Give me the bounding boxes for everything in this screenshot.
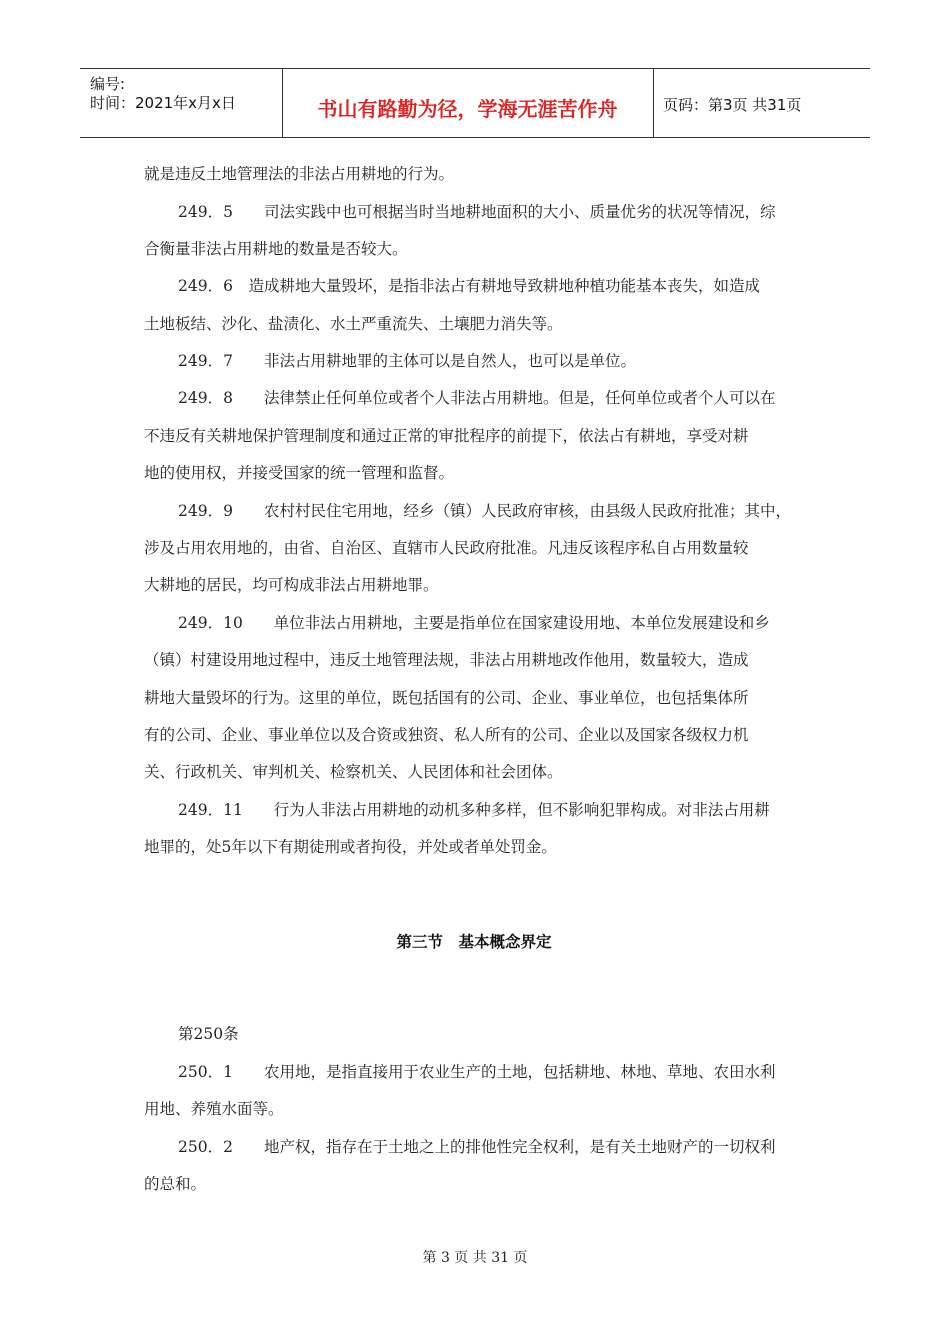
body-line: 249．5 司法实践中也可根据当时当地耕地面积的大小、质量优劣的状况等情况，综 [178, 203, 776, 221]
body-line: 249．6 造成耕地大量毁坏，是指非法占有耕地导致耕地种植功能基本丧失，如造成 [178, 277, 760, 295]
header-motto-cell [282, 69, 654, 137]
body-line: 耕地大量毁坏的行为。这里的单位，既包括国有的公司、企业、事业单位，也包括集体所 [144, 689, 749, 707]
doc-code-label: 编号: [90, 75, 126, 93]
body-line: 就是违反土地管理法的非法占用耕地的行为。 [144, 165, 455, 183]
body-line: 249．8 法律禁止任何单位或者个人非法占用耕地。但是，任何单位或者个人可以在 [178, 389, 776, 407]
page-footer: 第 3 页 共 31 页 [422, 1250, 528, 1266]
doc-time-label: 时间：2021年x月x日 [90, 94, 236, 112]
page-header [80, 68, 870, 138]
body-line: 249．11 行为人非法占用耕地的动机多种多样，但不影响犯罪构成。对非法占用耕 [178, 801, 770, 819]
body-line: 250．2 地产权，指存在于土地之上的排他性完全权利，是有关土地财产的一切权利 [178, 1138, 776, 1156]
header-page-code: 页码：第3页 共31页 [663, 96, 802, 114]
body-line: 249．9 农村村民住宅用地，经乡（镇）人民政府审核，由县级人民政府批准；其中， [178, 502, 791, 520]
body-line: 关、行政机关、审判机关、检察机关、人民团体和社会团体。 [144, 763, 563, 781]
header-motto: 书山有路勤为径，学海无涯苦作舟 [317, 97, 618, 121]
body-line: 250．1 农用地，是指直接用于农业生产的土地，包括耕地、林地、草地、农田水利 [178, 1063, 776, 1081]
body-line: 地的使用权，并接受国家的统一管理和监督。 [144, 464, 455, 482]
header-page-cell [653, 69, 870, 137]
body-line: 249．7 非法占用耕地罪的主体可以是自然人，也可以是单位。 [178, 352, 636, 370]
section-title: 第三节 基本概念界定 [396, 932, 552, 951]
body-line: 有的公司、企业、事业单位以及合资或独资、私人所有的公司、企业以及国家各级权力机 [144, 726, 749, 744]
body-line: 涉及占用农用地的，由省、自治区、直辖市人民政府批准。凡违反该程序私自占用数量较 [144, 539, 749, 557]
body-line: （镇）村建设用地过程中，违反土地管理法规，非法占用耕地改作他用，数量较大，造成 [144, 651, 749, 669]
body-line: 249．10 单位非法占用耕地，主要是指单位在国家建设用地、本单位发展建设和乡 [178, 614, 770, 632]
header-meta-cell [80, 69, 283, 137]
body-line: 用地、养殖水面等。 [144, 1100, 284, 1118]
article-heading: 第250条 [178, 1025, 239, 1043]
body-line: 地罪的，处5年以下有期徒刑或者拘役，并处或者单处罚金。 [144, 838, 557, 856]
body-line: 合衡量非法占用耕地的数量是否较大。 [144, 240, 408, 258]
body-line: 土地板结、沙化、盐渍化、水土严重流失、土壤肥力消失等。 [144, 315, 563, 333]
body-line: 大耕地的居民，均可构成非法占用耕地罪。 [144, 576, 439, 594]
body-line: 不违反有关耕地保护管理制度和通过正常的审批程序的前提下，依法占有耕地，享受对耕 [144, 427, 749, 445]
body-line: 的总和。 [144, 1175, 207, 1193]
